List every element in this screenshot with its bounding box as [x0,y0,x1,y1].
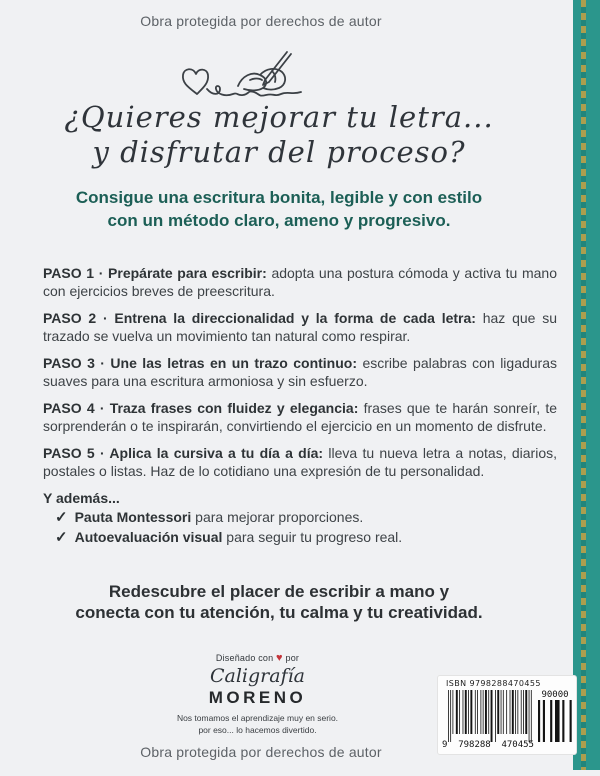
logo-script-name: Caligrafía [209,665,306,687]
step-3-lead: PASO 3 · Une las letras en un trazo continuo: [43,355,357,371]
step-paragraph-3 [43,354,557,390]
checkmark-icon: ✓ [55,529,68,546]
extras-section [43,489,557,547]
hand-writing-illustration [180,44,310,106]
ean-digit-group1: 798288 [458,740,491,750]
barcode-panel [437,675,577,755]
logo-brand-name: MORENO [208,688,307,707]
addon-barcode-bars [538,700,572,742]
extras-item-2-text: para seguir tu progreso real. [226,529,403,545]
extras-heading: Y además... [43,490,120,506]
intro-heading-line1: Consigue una escritura bonita, legible y con estilo [75,188,483,207]
step-4-lead: PASO 4 · Traza frases con fluidez y elegancia: [43,400,359,416]
heart-icon: ♥ [276,652,283,664]
ean-barcode-bars [448,690,532,742]
script-headline-line2: y disfrutar del proceso? [92,135,466,169]
spine-dashed-line [581,0,586,770]
extras-item-2 [43,528,557,547]
logo-designed-suffix: por [285,653,300,663]
ean-digit-lead: 9 [442,740,448,750]
step-5-lead: PASO 5 · Aplica la cursiva a tu día a día: [43,445,324,461]
script-headline-line1: ¿Quieres mejorar tu letra... [64,100,494,134]
isbn-number: ISBN 9798288470455 [446,679,541,688]
logo-motto [140,712,375,736]
logo-motto-line2: por eso... lo hacemos divertido. [198,725,317,735]
step-paragraph-1 [43,264,557,300]
step-2-text: haz que su trazado se vuelva un movimiento tan natural como respirar. [43,310,558,344]
book-spine-strip [573,0,600,770]
ean-digit-group2: 470455 [501,740,534,750]
copyright-notice-bottom: Obra protegida por derechos de autor [140,744,382,760]
intro-heading-line2: con un método claro, ameno y progresivo. [107,211,451,230]
step-2-lead: PASO 2 · Entrena la direccionalidad y la forma de cada letra: [43,310,476,326]
intro-heading [0,186,558,232]
step-5-text: lleva tu nueva letra a notas, diarios, postales o listas. Haz de lo cotidiano una expresión de tu personalidad. [43,445,558,479]
step-3-text: escribe palabras con ligaduras suaves para una escritura armoniosa y sin esfuerzo. [43,355,558,389]
checkmark-icon: ✓ [55,509,68,526]
hand-sketch [238,69,285,91]
ean-barcode [442,690,534,750]
closing-statement [0,581,558,623]
heart-outline [183,69,208,94]
ean-digits [442,740,534,750]
logo-designed-prefix: Diseñado con [215,653,274,663]
step-1-text: adopta una postura cómoda y activa tu mano con ejercicios breves de preescritura. [43,265,557,299]
addon-price-code: 90000 [541,690,569,700]
closing-line2: conecta con tu atención, tu calma y tu creatividad. [75,603,483,622]
extras-item-2-bold: Autoevaluación visual [74,529,223,545]
step-paragraph-5 [43,444,557,480]
logo-motto-line1: Nos tomamos el aprendizaje muy en serio. [176,713,339,723]
addon-barcode [538,690,572,747]
closing-line1: Redescubre el placer de escribir a mano y [108,582,450,601]
publisher-logo [140,652,375,736]
steps-section [43,264,557,547]
copyright-notice-top: Obra protegida por derechos de autor [140,13,382,29]
extras-item-1 [43,508,557,527]
extras-item-1-bold: Pauta Montessori [74,509,192,525]
extras-item-1-text: para mejorar proporciones. [195,509,364,525]
step-paragraph-2 [43,309,557,345]
step-4-text: frases que te harán sonreír, te sorprenderán o te inspirarán, convirtiendo el ejercicio en un momento de disfrute. [43,400,557,434]
step-paragraph-4 [43,399,557,435]
script-headline [0,100,558,170]
step-1-lead: PASO 1 · Prepárate para escribir: [43,265,267,281]
logo-designed-line [140,652,375,664]
